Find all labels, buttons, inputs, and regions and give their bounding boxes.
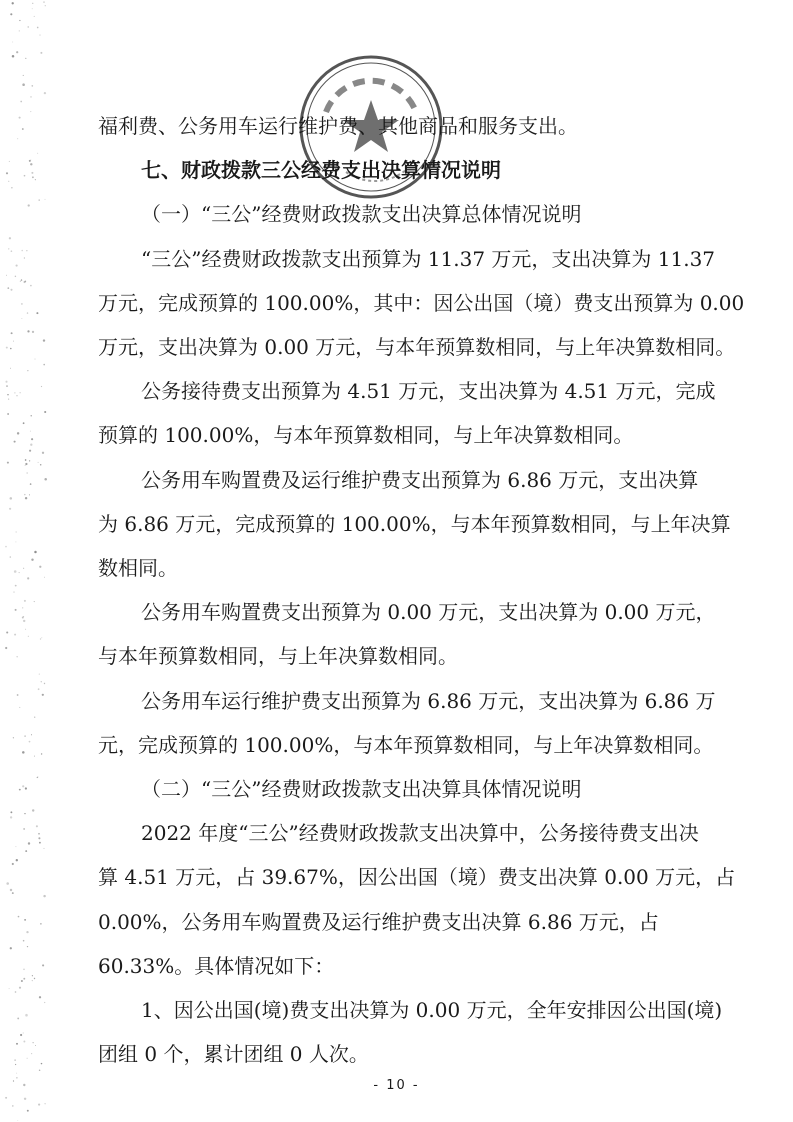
scan-speck xyxy=(10,816,12,818)
scan-speck xyxy=(23,616,24,617)
scan-speck xyxy=(17,1017,19,1019)
scan-speck xyxy=(43,364,45,366)
scan-speck xyxy=(6,347,8,349)
scan-speck xyxy=(19,30,20,31)
scan-speck xyxy=(21,250,23,252)
scan-speck xyxy=(23,422,25,424)
paragraph-maintenance-line-1: 公务用车运行维护费支出预算为 6.86 万元，支出决算为 6.86 万 xyxy=(141,689,716,713)
scan-speck xyxy=(28,26,29,27)
scan-speck xyxy=(24,735,26,737)
scan-speck xyxy=(22,785,24,787)
scan-speck xyxy=(6,882,9,885)
scan-speck xyxy=(39,842,41,844)
scan-speck xyxy=(43,339,45,341)
scan-speck xyxy=(15,541,16,542)
scan-speck xyxy=(44,92,46,94)
scan-speck xyxy=(19,707,20,708)
scan-speck xyxy=(27,577,29,579)
paragraph-purchase-line-2: 与本年预算数相同，与上年决算数相同。 xyxy=(98,644,458,668)
scan-speck xyxy=(38,833,40,835)
scan-speck xyxy=(34,551,37,554)
paragraph-overseas-line-1: 1、因公出国(境)费支出决算为 0.00 万元，全年安排因公出国(境) xyxy=(141,998,723,1022)
scan-speck xyxy=(16,532,17,533)
scan-speck xyxy=(31,438,33,440)
scan-speck xyxy=(17,432,19,434)
scan-speck xyxy=(44,683,45,684)
scan-speck xyxy=(40,464,42,466)
scan-speck xyxy=(34,16,35,17)
scan-speck xyxy=(23,940,25,942)
scan-speck xyxy=(10,947,12,949)
scan-speck xyxy=(32,331,34,333)
scan-speck xyxy=(16,859,18,861)
scan-speck xyxy=(7,287,9,289)
scan-speck xyxy=(21,303,23,305)
paragraph-vehicle-line-3: 数相同。 xyxy=(98,556,178,580)
scan-speck xyxy=(7,413,9,415)
scan-speck xyxy=(24,919,26,921)
scan-speck xyxy=(20,392,21,393)
scan-speck xyxy=(44,848,45,849)
scan-speck xyxy=(10,556,12,558)
scan-speck xyxy=(39,674,40,675)
scan-speck xyxy=(39,566,41,568)
scan-speck xyxy=(37,153,38,154)
scan-speck xyxy=(31,1053,32,1054)
scan-speck xyxy=(10,289,12,291)
scan-speck xyxy=(23,969,25,971)
scan-speck xyxy=(12,863,14,865)
scan-speck xyxy=(8,398,9,399)
paragraph-total-line-1: “三公”经费财政拨款支出预算为 11.37 万元，支出决算为 11.37 xyxy=(141,247,716,271)
scan-speck xyxy=(38,462,39,463)
scan-speck xyxy=(19,20,20,21)
scan-speck xyxy=(27,1110,29,1112)
scan-speck xyxy=(44,577,45,578)
paragraph-detail-line-3: 0.00%，公务用车购置费及运行维护费支出决算 6.86 万元，占 xyxy=(98,910,659,934)
scan-speck xyxy=(15,1064,16,1065)
scan-speck xyxy=(41,637,42,638)
scan-speck xyxy=(10,497,13,500)
scan-speck xyxy=(29,450,31,452)
scan-speck xyxy=(24,281,26,283)
scan-speck xyxy=(23,568,24,569)
scan-speck xyxy=(17,656,18,657)
scan-speck xyxy=(24,257,25,258)
scan-speck xyxy=(22,607,23,608)
scan-speck xyxy=(16,1043,18,1045)
scan-speck xyxy=(30,111,31,112)
paragraph-reception-line-2: 预算的 100.00%，与本年预算数相同，与上年决算数相同。 xyxy=(98,423,634,447)
scan-speck xyxy=(32,980,33,981)
scan-speck xyxy=(9,508,11,510)
scan-speck xyxy=(43,895,45,897)
scan-speck xyxy=(15,609,17,611)
scan-speck xyxy=(16,395,17,396)
scan-speck xyxy=(38,837,40,839)
scan-speck xyxy=(23,620,25,622)
scan-speck xyxy=(7,462,9,464)
scan-speck xyxy=(19,572,20,573)
scan-speck xyxy=(45,5,46,6)
scan-speck xyxy=(36,312,38,314)
subsection-heading-two: （二）“三公”经费财政拨款支出决算具体情况说明 xyxy=(141,777,582,801)
scan-speck xyxy=(23,828,24,829)
scan-speck xyxy=(14,570,17,573)
scan-speck xyxy=(40,923,41,924)
scan-speck xyxy=(25,850,27,852)
page-number: - 10 - xyxy=(373,1078,420,1093)
scan-speck xyxy=(20,1034,22,1036)
scan-speck xyxy=(19,789,21,791)
scan-speck xyxy=(25,463,27,465)
scan-speck xyxy=(25,1014,28,1017)
scan-speck xyxy=(15,991,17,993)
paragraph-vehicle-line-1: 公务用车购置费及运行维护费支出预算为 6.86 万元，支出决算 xyxy=(141,468,699,492)
scan-speck xyxy=(35,1045,36,1046)
scan-speck xyxy=(44,478,47,481)
scan-speck xyxy=(22,751,25,754)
scan-speck xyxy=(12,42,13,43)
scan-speck xyxy=(18,916,20,918)
scan-speck xyxy=(10,811,12,813)
scan-speck xyxy=(14,1059,15,1060)
paragraph-overseas-line-2: 团组 0 个，累计团组 0 人次。 xyxy=(98,1042,369,1066)
scan-speck xyxy=(23,978,25,980)
scan-speck xyxy=(30,285,32,287)
scan-speck xyxy=(10,368,11,369)
paragraph-continuation: 福利费、公务用车运行维护费、其他商品和服务支出。 xyxy=(98,114,578,138)
scan-speck xyxy=(23,1041,25,1043)
scan-speck xyxy=(37,27,39,29)
scan-speck xyxy=(9,237,11,239)
scan-speck xyxy=(22,83,25,86)
paragraph-reception-line-1: 公务接待费支出预算为 4.51 万元，支出决算为 4.51 万元，完成 xyxy=(141,379,716,403)
scan-speck xyxy=(25,459,27,461)
scan-speck xyxy=(14,441,16,443)
scan-speck xyxy=(35,359,36,360)
scan-speck xyxy=(20,101,22,103)
scan-speck xyxy=(15,585,17,587)
scan-speck xyxy=(34,601,35,602)
scan-speck xyxy=(10,13,12,15)
scan-speck xyxy=(11,332,13,334)
scan-speck xyxy=(25,629,26,630)
scan-speck xyxy=(24,600,26,602)
scan-speck xyxy=(12,2,14,4)
scan-speck xyxy=(5,546,7,548)
scan-speck xyxy=(40,35,41,36)
scan-speck xyxy=(17,1120,18,1121)
scan-speck xyxy=(17,694,19,696)
scan-speck xyxy=(6,631,8,633)
scan-speck xyxy=(40,638,41,639)
scan-speck xyxy=(7,394,8,395)
scan-speck xyxy=(42,964,44,966)
scan-speck xyxy=(25,58,26,59)
scan-speck xyxy=(44,1103,45,1104)
scan-speck xyxy=(27,946,28,947)
scan-speck xyxy=(41,681,42,682)
scan-speck xyxy=(14,634,16,636)
scan-speck xyxy=(34,717,35,718)
scan-speck xyxy=(19,987,21,989)
paragraph-total-line-2: 万元，完成预算的 100.00%，其中：因公出国（境）费支出预算为 0.00 xyxy=(98,291,745,315)
scan-speck xyxy=(42,452,44,454)
scan-speck xyxy=(12,1105,14,1107)
scan-speck xyxy=(14,392,15,393)
scan-speck xyxy=(30,444,32,446)
scan-speck xyxy=(42,694,44,696)
scan-speck xyxy=(33,1042,34,1043)
scan-speck xyxy=(27,330,29,332)
scan-speck xyxy=(38,1104,40,1106)
paragraph-maintenance-line-2: 元，完成预算的 100.00%，与本年预算数相同，与上年决算数相同。 xyxy=(98,733,714,757)
scan-speck xyxy=(22,318,23,319)
scan-speck xyxy=(30,431,31,432)
scan-speck xyxy=(11,250,13,252)
scan-speck xyxy=(28,636,29,637)
scan-speck xyxy=(9,988,10,989)
scan-speck xyxy=(6,275,7,276)
scan-speck xyxy=(27,370,28,371)
scan-speck xyxy=(25,787,27,789)
scan-speck xyxy=(31,85,33,87)
scan-speck xyxy=(27,472,28,473)
scan-speck xyxy=(24,494,25,495)
scan-speck xyxy=(28,842,30,844)
subsection-heading-one: （一）“三公”经费财政拨款支出决算总体情况说明 xyxy=(141,202,582,226)
scan-speck xyxy=(23,1032,24,1033)
scan-speck xyxy=(24,1098,26,1100)
paragraph-purchase-line-1: 公务用车购置费支出预算为 0.00 万元，支出决算为 0.00 万元， xyxy=(141,600,716,624)
scan-speck xyxy=(6,385,8,387)
scan-speck xyxy=(10,348,12,350)
scan-speck xyxy=(41,386,42,387)
scan-speck xyxy=(5,1097,7,1099)
scan-speck xyxy=(44,411,46,413)
scan-speck xyxy=(13,737,14,738)
scan-speck xyxy=(41,753,42,754)
scan-speck xyxy=(32,8,33,9)
scan-speck xyxy=(10,889,12,891)
scan-speck xyxy=(39,1070,41,1072)
scan-speck xyxy=(29,494,30,495)
scan-speck xyxy=(34,756,35,757)
paragraph-total-line-3: 万元，支出决算为 0.00 万元，与本年预算数相同，与上年决算数相同。 xyxy=(98,335,736,359)
paragraph-vehicle-line-2: 为 6.86 万元，完成预算的 100.00%，与本年预算数相同，与上年决算 xyxy=(98,512,731,536)
scan-speck xyxy=(21,279,22,280)
scan-speck xyxy=(25,497,27,499)
scan-speck xyxy=(40,52,42,54)
scan-speck xyxy=(26,931,28,933)
scan-speck xyxy=(30,483,32,485)
scan-speck xyxy=(11,187,12,188)
scan-speck xyxy=(15,846,16,847)
scan-speck xyxy=(27,1058,28,1059)
scan-speck xyxy=(31,734,32,735)
scan-speck xyxy=(29,460,30,461)
scan-speck xyxy=(38,688,40,690)
scan-speck xyxy=(37,777,38,778)
scan-speck xyxy=(8,248,9,249)
scan-speck xyxy=(13,591,14,592)
scan-speck xyxy=(5,647,7,649)
scan-speck xyxy=(30,96,32,98)
scan-speck xyxy=(16,51,18,53)
scan-speck xyxy=(12,55,15,58)
scan-speck xyxy=(34,978,35,979)
scan-speck xyxy=(44,199,45,200)
scan-speck xyxy=(36,825,38,827)
scan-speck xyxy=(39,996,41,998)
scan-speck xyxy=(24,813,25,814)
scan-speck xyxy=(31,415,32,416)
scan-speck xyxy=(31,558,33,560)
scan-speck xyxy=(43,1,44,2)
scan-speck xyxy=(23,75,24,76)
scan-speck xyxy=(13,341,14,342)
paragraph-detail-line-1: 2022 年度“三公”经费财政拨款支出决算中，公务接待费支出决 xyxy=(141,821,699,845)
scan-speck xyxy=(32,975,33,976)
scan-speck xyxy=(26,250,27,251)
scan-speck xyxy=(21,980,23,982)
scan-speck xyxy=(20,281,21,282)
scan-speck xyxy=(41,1063,42,1064)
scan-speck xyxy=(25,465,26,466)
scan-speck xyxy=(32,3,33,4)
scan-speck xyxy=(5,381,7,383)
scan-speck xyxy=(16,265,18,267)
section-heading-seven: 七、财政拨款三公经费支出决算情况说明 xyxy=(141,158,501,182)
paragraph-detail-line-2: 算 4.51 万元，占 39.67%，因公出国（境）费支出决算 0.00 万元，占 xyxy=(98,865,736,889)
scan-speck xyxy=(12,892,14,894)
scan-speck xyxy=(15,276,16,277)
scan-speck xyxy=(29,741,31,743)
scan-speck xyxy=(32,809,34,811)
scan-speck xyxy=(44,1002,45,1003)
scan-speck xyxy=(27,312,28,313)
paragraph-detail-line-4: 60.33%。具体情况如下： xyxy=(98,954,335,978)
scan-speck xyxy=(16,1073,17,1074)
